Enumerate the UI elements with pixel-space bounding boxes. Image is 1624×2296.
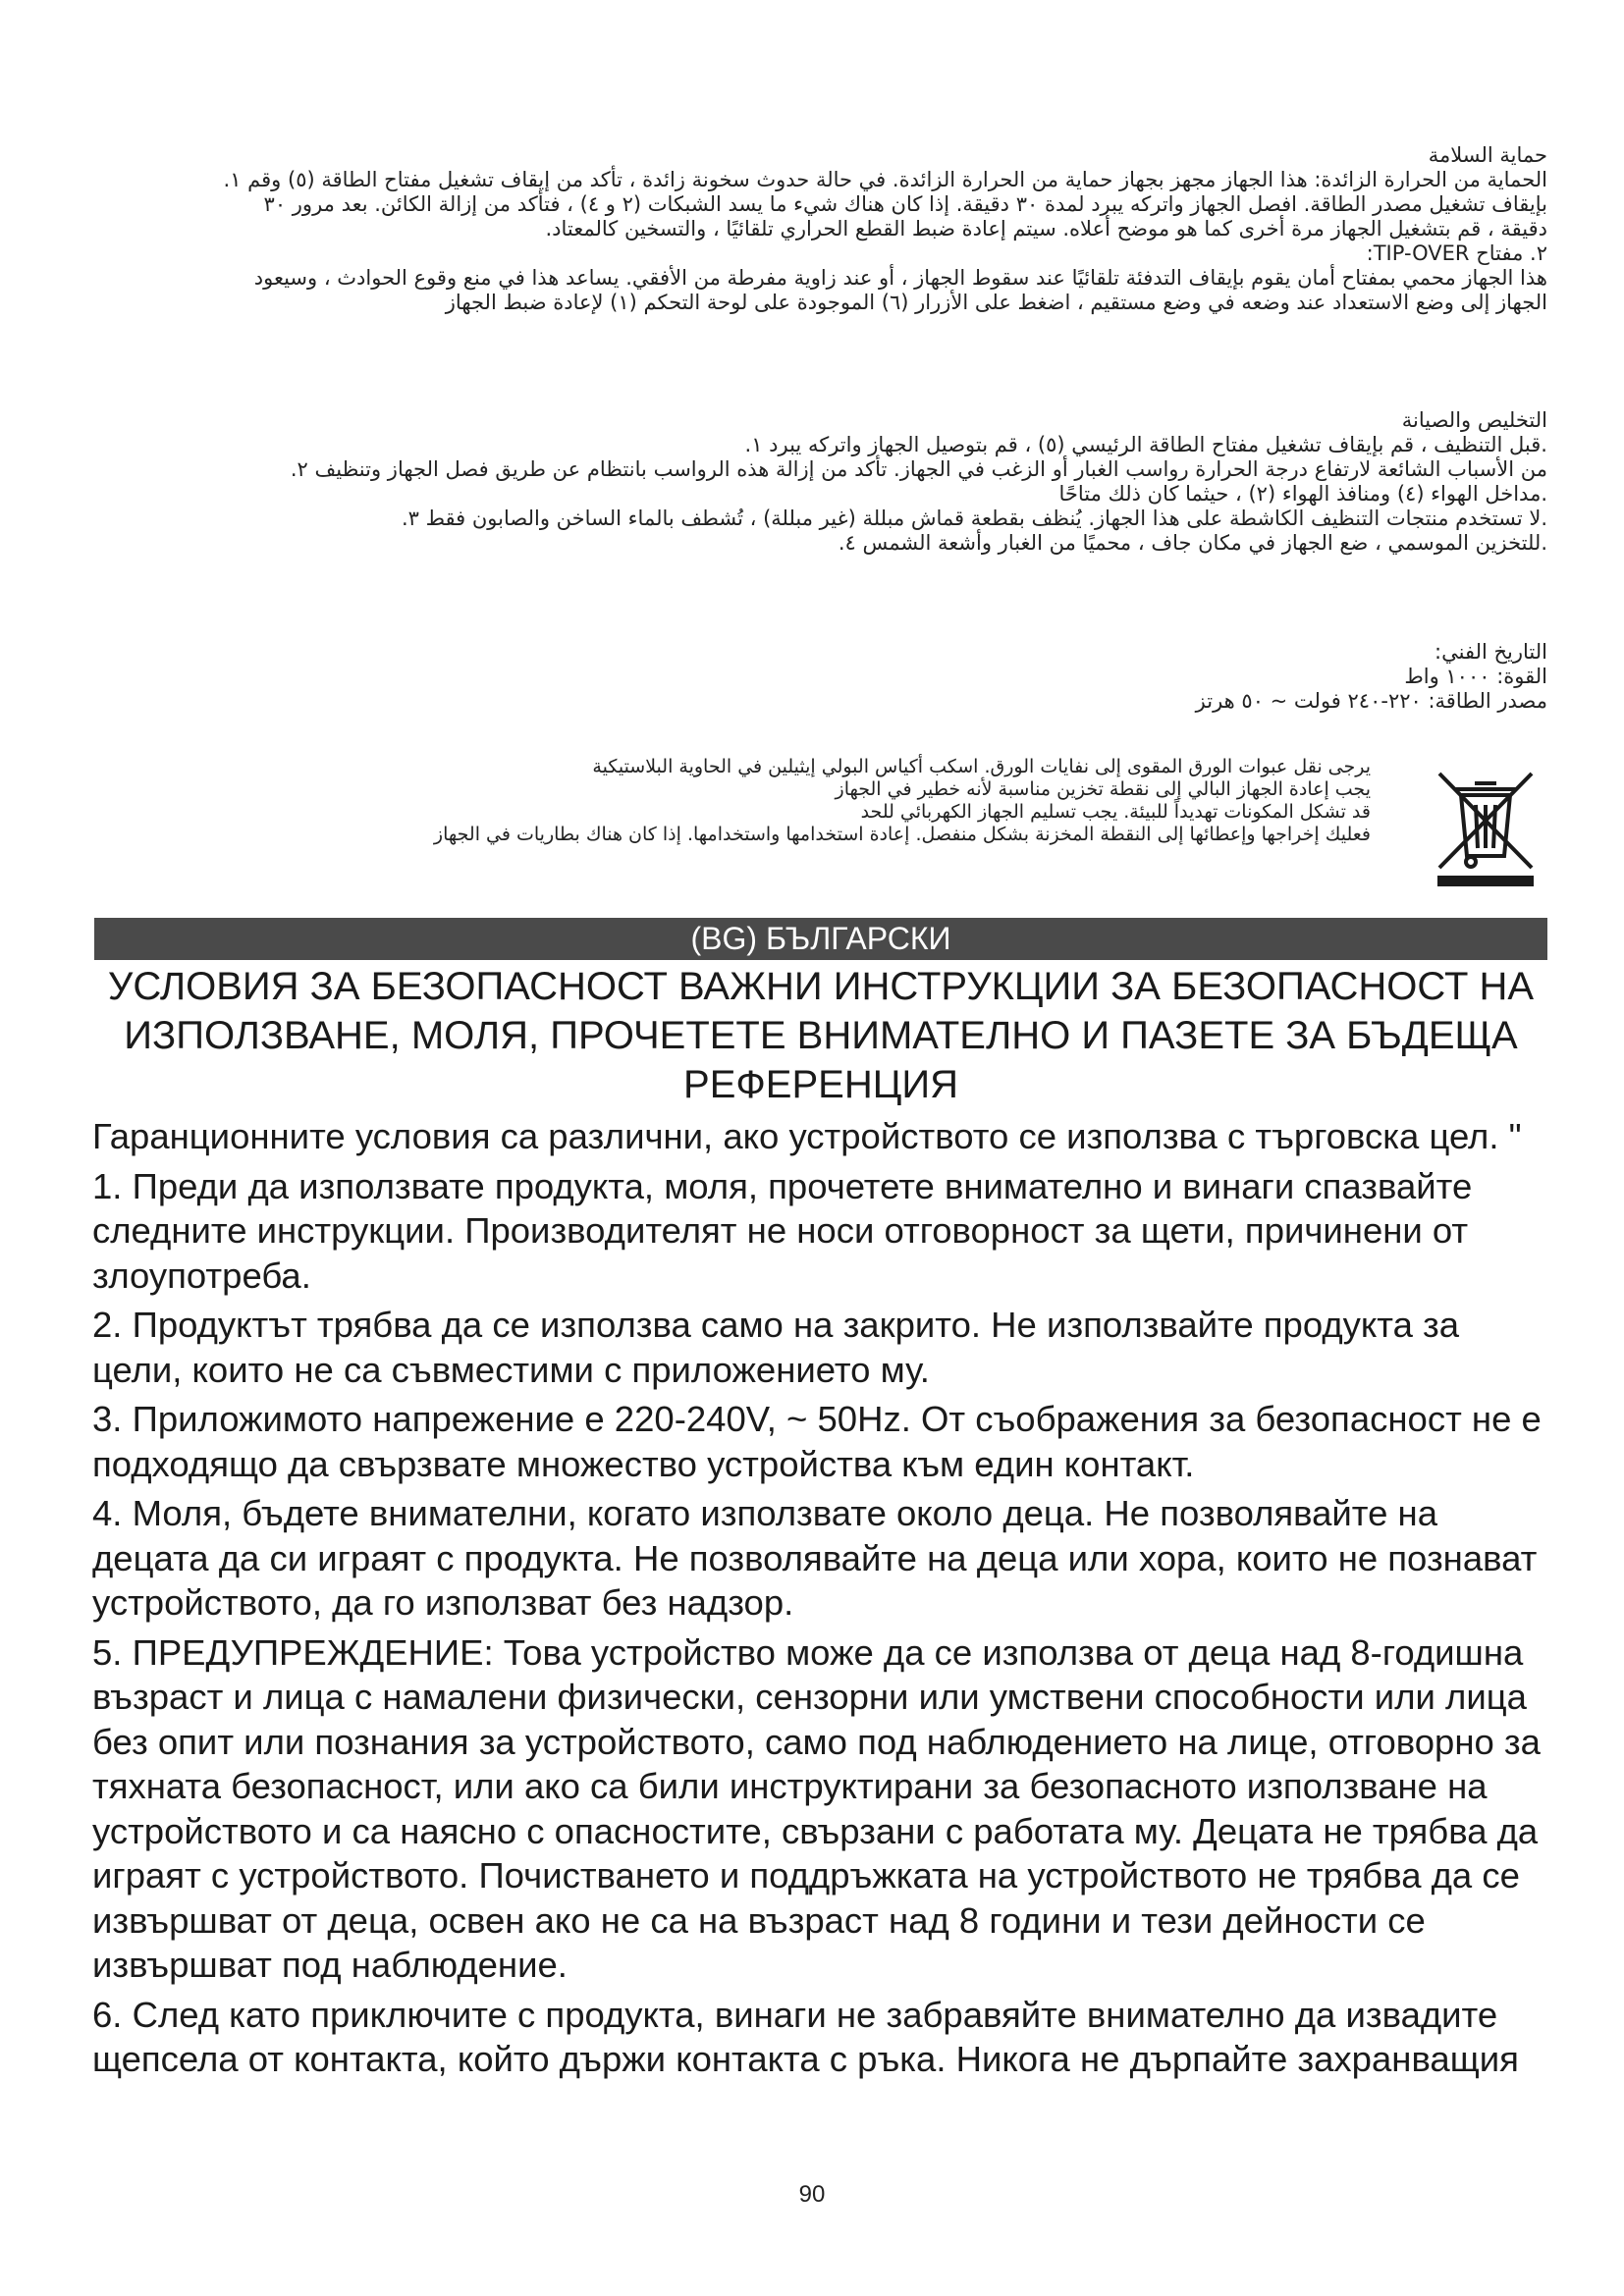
body-line: следните инструкции. Производителят не носи отговорност за щети, причинени от [92,1210,1469,1251]
body-line: щепсела от контакта, който държи контакта с ръка. Никога не дърпайте захранващия [92,2039,1519,2079]
body-line: 3. Приложимото напрежение е 220-240V, ~ 50Hz. От съображения за безопасност не е [92,1399,1542,1439]
arabic-maintenance-line: .مداخل الهواء (٤) ومنافذ الهواء (٢) ، حيثما كان ذلك متاحًا [1058,482,1547,506]
body-line: устройството, да го използват без надзор. [92,1582,794,1623]
title-line: РЕФЕРЕНЦИЯ [683,1063,958,1106]
arabic-safety-line: الجهاز إلى وضع الاستعداد عند وضعه في وضع مستقيم ، اضغط على الأزرار (٦) الموجودة على لوحة التحكم (١) لإعادة ضبط الجهاز [445,291,1547,314]
body-line: 2. Продуктът трябва да се използва само на закрито. Не използвайте продукта за [92,1305,1460,1345]
arabic-maintenance-line: .لا تستخدم منتجات التنظيف الكاشطة على هذا الجهاز. يُنظف بقطعة قماش مبللة (غير مبللة) ، تُشطف بالماء الساخن والصابون فقط ٣. [401,507,1547,530]
arabic-maintenance-line: من الأسباب الشائعة لارتفاع درجة الحرارة رواسب الغبار أو الزغب في الجهاز. تأكد من إزالة هذه الرواسب بانتظام عن طريق فصل الجهاز وتنظيف ٢. [290,457,1547,481]
instruction-4 [92,1491,1565,1626]
recycling-line: قد تشكل المكونات تهديداً للبيئة. يجب تسليم الجهاز الكهربائي للحد [860,801,1371,823]
arabic-safety-line: دقيقة ، قم بتشغيل الجهاز مرة أخرى كما هو موضح أعلاه. سيتم إعادة ضبط القطع الحراري تلقائيًا ، والتسخين كالمعتاد. [545,217,1547,240]
recycling-notice [94,756,1547,893]
arabic-maintenance-line: .قبل التنظيف ، قم بإيقاف تشغيل مفتاح الطاقة الرئيسي (٥) ، قم بتوصيل الجهاز واتركه يبرد ١. [744,433,1547,456]
arabic-technical-line: القوة: ١٠٠٠ واط [1404,665,1547,688]
body-line: устройството и са наясно с опасностите, свързани с работата му. Децата не трябва да [92,1810,1539,1851]
body-line: извършват под наблюдение. [92,1945,568,1985]
warranty-paragraph [92,1114,1565,1159]
body-line: подходящо да свързвате множество устройства към един контакт. [92,1443,1195,1484]
body-line: 4. Моля, бъдете внимателни, когато използвате около деца. Не позволявайте на [92,1493,1438,1533]
arabic-safety-line: هذا الجهاز محمي بمفتاح أمان يقوم بإيقاف التدفئة تلقائيًا عند سقوط الجهاز ، أو عند زاوية مفرطة من الأفقي. يساعد هذا في منع وقوع الحوادث ، وسيعود [253,266,1547,290]
arabic-technical-heading: التاريخ الفني: [1435,640,1547,664]
title-line: УСЛОВИЯ ЗА БЕЗОПАСНОСТ ВАЖНИ ИНСТРУКЦИИ ЗА БЕЗОПАСНОСТ НА [107,965,1535,1008]
body-line: Гаранционните условия са различни, ако устройството се използва с търговска цел. " [92,1116,1522,1156]
arabic-technical-line: مصدر الطاقة: ٢٢٠-٢٤٠ فولت ~ ٥٠ هرتز [1195,689,1547,713]
language-section-bar: (BG) БЪЛГАРСКИ [94,918,1547,960]
arabic-maintenance-section [94,408,1547,556]
arabic-safety-line: ٢. مفتاح TIP-OVER: [1366,241,1547,265]
recycling-line: فعليك إخراجها وإعطائها إلى النقطة المخزنة بشكل منفصل. إعادة استخدامها واستخدامها. إذا كان هناك بطاريات في الجهاز [433,824,1371,845]
body-line: играят с устройството. Почистването и поддръжката на устройството не трябва да се [92,1855,1520,1896]
recycling-line: يرجى نقل عبوات الورق المقوى إلى نفايات الورق. اسكب أكياس البولي إيثيلين في الحاوية البلاستيكية [592,756,1371,777]
instruction-6 [92,1993,1565,2082]
arabic-safety-section [94,143,1547,315]
arabic-technical-section [94,640,1547,714]
body-line: 5. ПРЕДУПРЕЖДЕНИЕ: Това устройство може да се използва от деца над 8-годишна [92,1631,1524,1673]
instruction-5-warning [92,1630,1565,1988]
bulgarian-title [94,962,1547,1109]
body-line: извършват от деца, освен ако не са на възраст над 8 години и тези дейности се [92,1899,1426,1941]
body-line: 6. След като приключите с продукта, винаги не забравяйте внимателно да извадите [92,1994,1498,2035]
body-line: 1. Преди да използвате продукта, моля, прочетете внимателно и винаги спазвайте [92,1165,1473,1206]
body-line: възраст и лица с намалени физически, сензорни или умствени способности или лица [92,1677,1527,1717]
recycling-text [94,756,1371,846]
recycling-line: يجب إعادة الجهاز البالي إلى نقطة تخزين مناسبة لأنه خطير في الجهاز [835,778,1371,800]
arabic-maintenance-line: .للتخزين الموسمي ، ضع الجهاز في مكان جاف ، محميًا من الغبار وأشعة الشمس ٤. [838,531,1547,555]
title-line: ИЗПОЛЗВАНЕ, МОЛЯ, ПРОЧЕТЕТЕ ВНИМАТЕЛНО И ПАЗЕТЕ ЗА БЪДЕЩА [124,1014,1518,1057]
body-line: децата да си играят с продукта. Не позволявайте на деца или хора, които не познават [92,1537,1538,1578]
instruction-2 [92,1303,1565,1392]
arabic-safety-line: الحماية من الحرارة الزائدة: هذا الجهاز مجهز بجهاز حماية من الحرارة الزائدة. في حالة حدوث سخونة زائدة ، تأكد من إيقاف تشغيل مفتاح الطاقة (٥) وقم ١. [223,168,1547,191]
arabic-maintenance-heading: التخليص والصيانة [1401,408,1547,432]
instruction-1 [92,1164,1565,1299]
bulgarian-body [92,1114,1565,2087]
body-line: без опит или познания за устройството, само под наблюдението на лице, отговорно за [92,1721,1541,1762]
body-line: злоупотреба. [92,1255,311,1296]
arabic-safety-heading: حماية السلامة [1428,143,1547,167]
body-line: тяхната безопасност, или ако са били инструктирани за безопасното използване на [92,1766,1488,1806]
crossed-out-wheelie-bin-icon [1432,766,1540,888]
arabic-safety-line: بإيقاف تشغيل مصدر الطاقة. افصل الجهاز واتركه يبرد لمدة ٣٠ دقيقة. إذا كان هناك شيء ما يسد الشبكات (٢ و ٤) ، فتأكد من إزالة الكائن. بعد مرور ٣٠ [263,192,1547,216]
page-number: 90 [798,2181,826,2208]
instruction-3 [92,1397,1565,1486]
body-line: цели, които не са съвместими с приложението му. [92,1349,930,1390]
